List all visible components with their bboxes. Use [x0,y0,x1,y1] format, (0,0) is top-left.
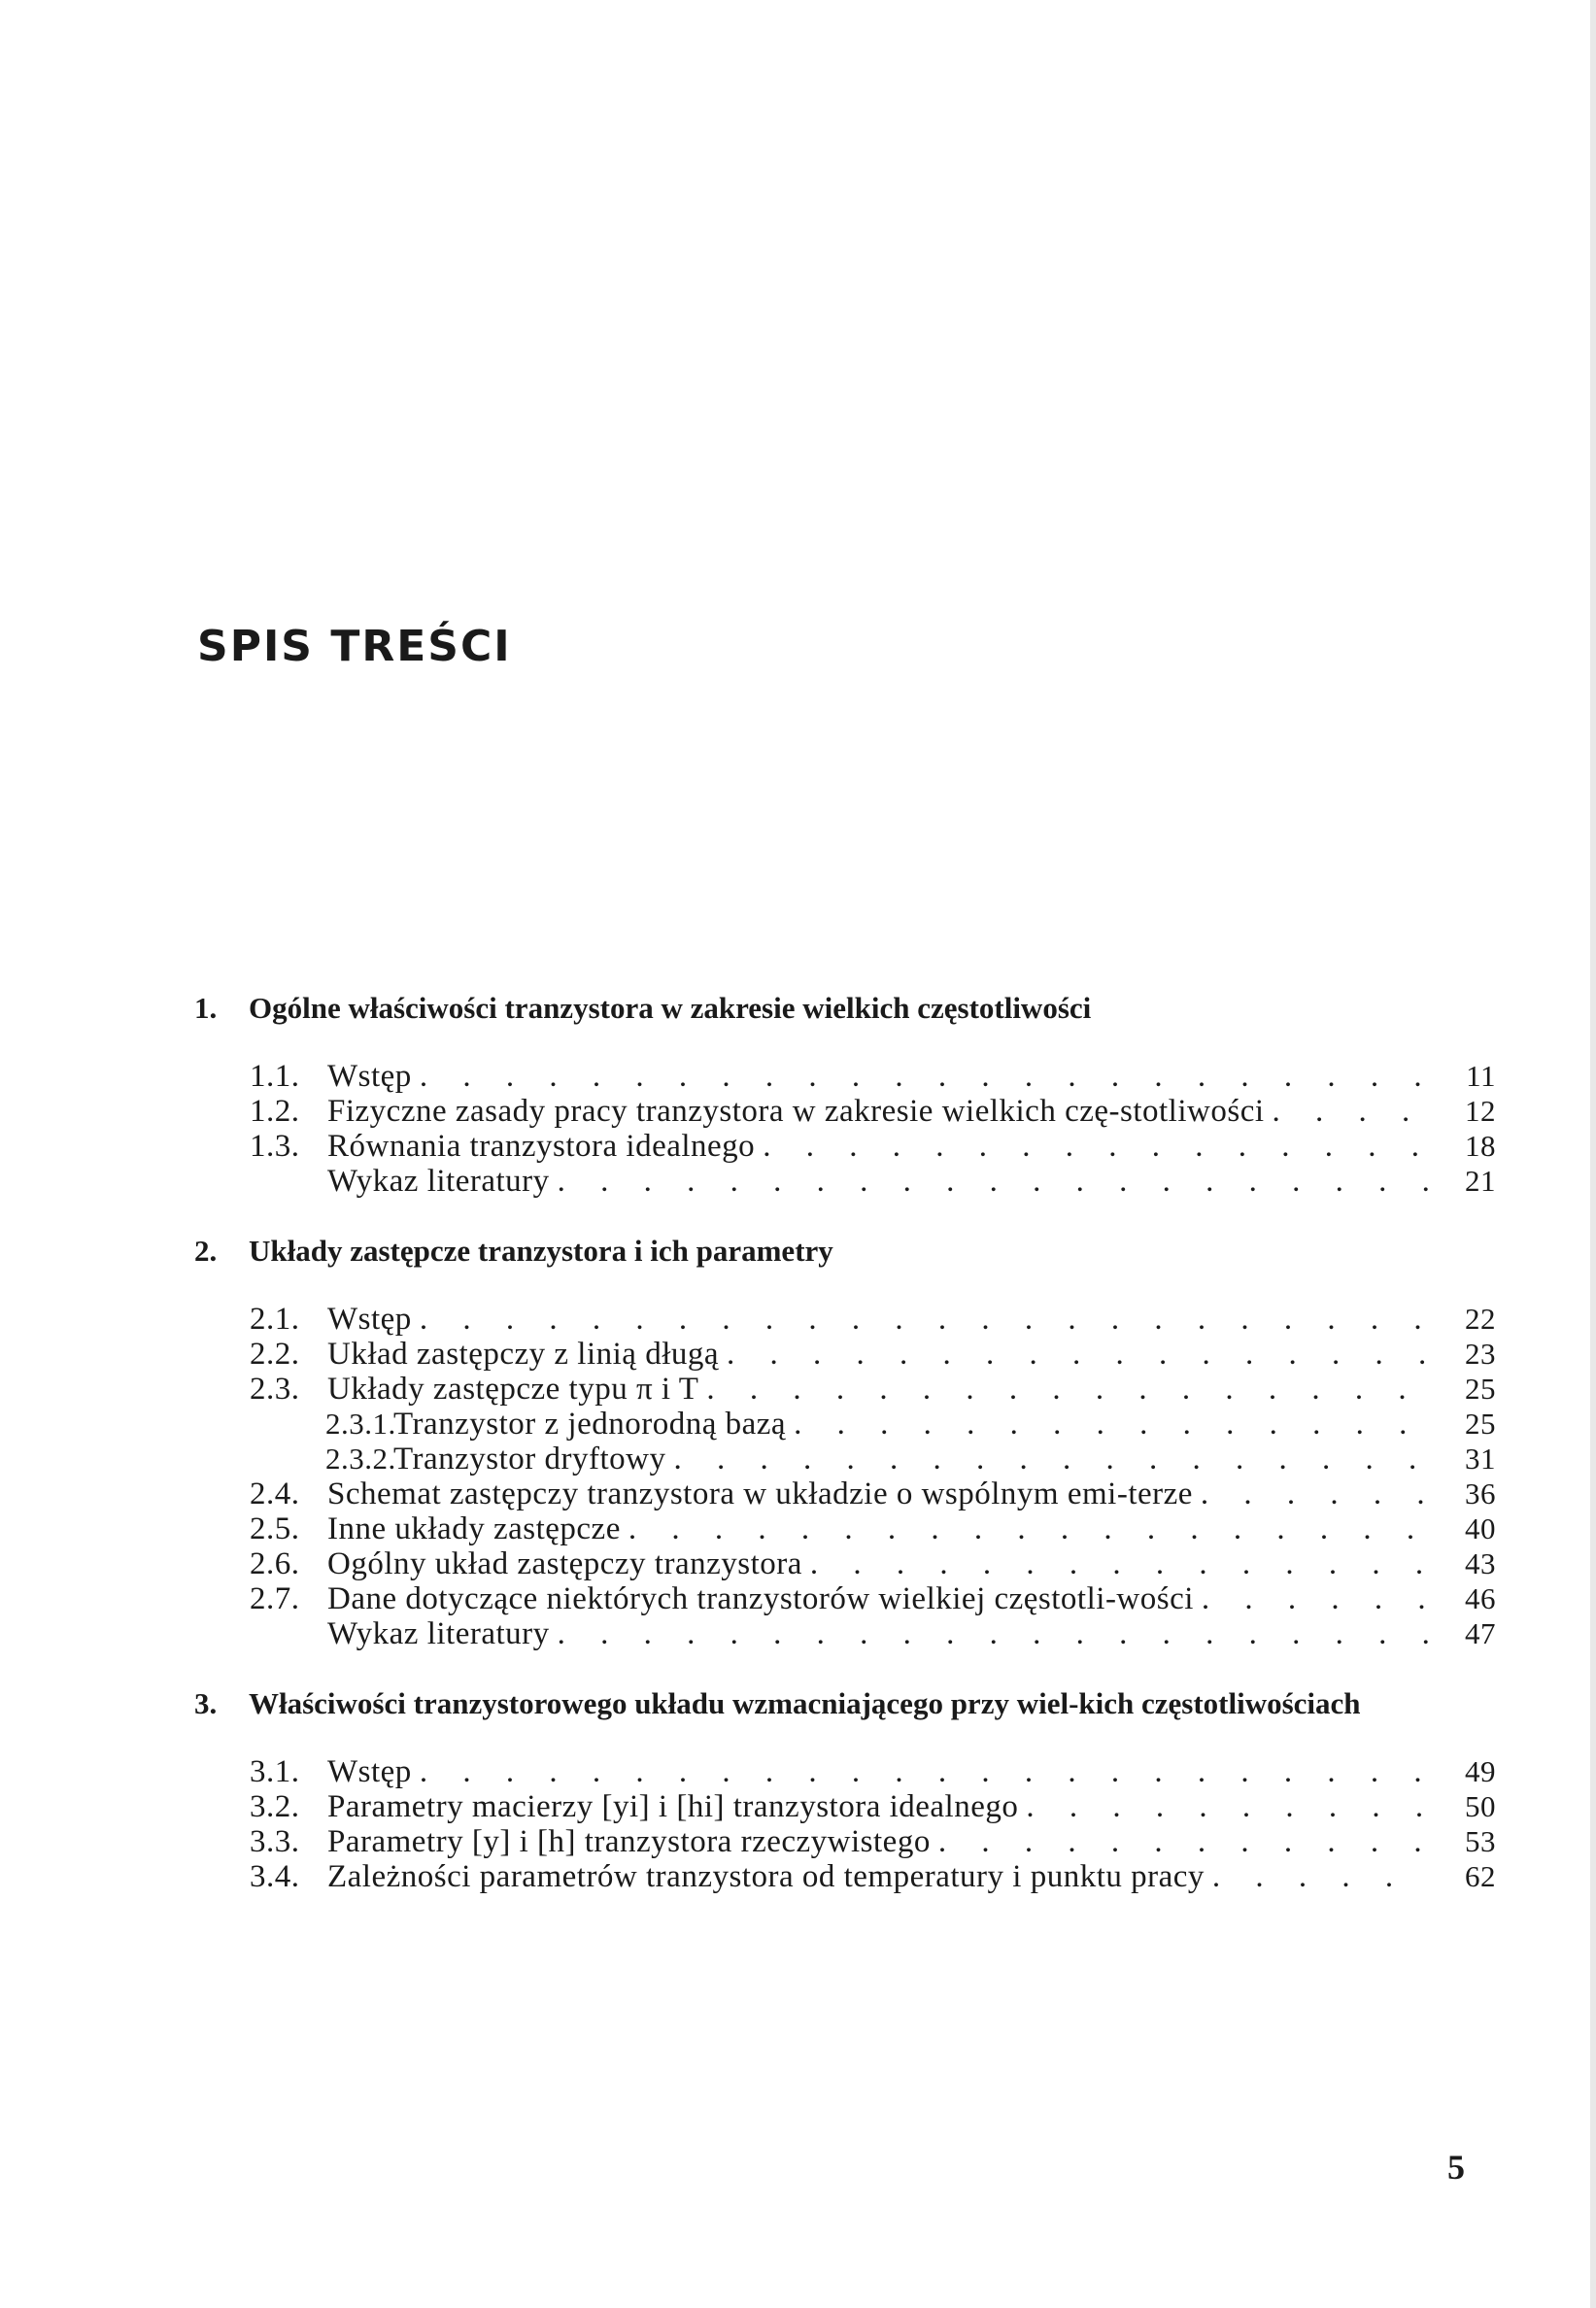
toc-entry[interactable] [194,1407,1496,1442]
chapter-heading [194,1234,1399,1269]
entry-title: Układy zastępcze typu π i T [327,1372,699,1407]
chapter-title: Układy zastępcze tranzystora i ich parametry [249,1234,833,1268]
entry-title: Parametry macierzy [yi] i [hi] tranzystora idealnego [327,1789,1019,1824]
entry-number: 2.2. [250,1337,300,1372]
entry-title: Równania tranzystora idealnego [327,1129,756,1164]
dot-leader [1018,1789,1428,1824]
toc-entry[interactable] [194,1337,1496,1372]
toc-entry[interactable] [194,1372,1496,1407]
entry-title: Wykaz literatury [327,1164,550,1199]
chapter-number: 2. [194,1234,218,1268]
entry-title: Zależności parametrów tranzystora od temperatury i punktu pracy [327,1859,1205,1894]
chapter-heading [194,1686,1399,1721]
dot-leader [931,1824,1428,1859]
entry-body [327,1129,1428,1164]
toc-entry[interactable] [194,1789,1496,1824]
entry-page-number: 22 [1465,1302,1496,1336]
entry-body [327,1859,1428,1894]
entry-body [327,1754,1428,1789]
toc-entry[interactable] [194,1129,1496,1164]
entry-number: 2.5. [250,1511,300,1546]
entry-page-number: 21 [1465,1164,1496,1198]
entry-title: Schemat zastępczy tranzystora w układzie o wspólnym emi-terze [327,1476,1193,1511]
entry-body [327,1337,1428,1372]
entry-page-number: 12 [1465,1094,1496,1128]
entry-title: Wstęp [327,1059,412,1094]
toc-entry[interactable] [194,1059,1496,1094]
entry-number: 2.3.2. [325,1442,396,1476]
toc-chapter [194,1234,1496,1651]
toc-entry[interactable] [194,1442,1496,1476]
dot-leader [719,1337,1428,1372]
entry-page-number: 46 [1465,1581,1496,1615]
entry-title: Fizyczne zasady pracy tranzystora w zakresie wielkich czę-stotliwości [327,1094,1265,1129]
entry-body [327,1302,1428,1337]
entry-number: 2.4. [250,1476,300,1511]
toc-chapter [194,1686,1496,1894]
toc-entry[interactable] [194,1581,1496,1616]
dot-leader [666,1442,1428,1476]
chapter-title: Właściwości tranzystorowego układu wzmacniającego przy wiel-kich częstotliwościach [249,1686,1361,1720]
toc-entry[interactable] [194,1476,1496,1511]
entry-number: 3.3. [250,1824,300,1859]
entry-title: Dane dotyczące niektórych tranzystorów wielkiej częstotli-wości [327,1581,1194,1616]
page-edge [1590,0,1596,2308]
dot-leader [755,1129,1428,1164]
toc-chapter [194,991,1496,1199]
entry-title: Wstęp [327,1754,412,1789]
entry-body [327,1546,1428,1581]
dot-leader [621,1511,1428,1546]
entry-title: Inne układy zastępcze [327,1511,621,1546]
toc-entry[interactable] [194,1824,1496,1859]
dot-leader [1194,1581,1428,1616]
chapter-heading [194,991,1399,1026]
entry-page-number: 25 [1465,1372,1496,1406]
entry-number: 2.7. [250,1581,300,1616]
dot-leader [412,1059,1428,1094]
entry-title: Tranzystor z jednorodną bazą [393,1407,787,1442]
entry-page-number: 47 [1465,1616,1496,1650]
entry-number: 1.3. [250,1129,300,1164]
entry-page-number: 36 [1465,1476,1496,1510]
page-number: 5 [1447,2148,1465,2187]
entry-page-number: 25 [1465,1407,1496,1441]
page-title: SPIS TREŚCI [197,622,512,671]
entry-body [327,1094,1428,1129]
entry-body [327,1372,1428,1407]
entry-title: Wykaz literatury [327,1616,550,1651]
toc-entry[interactable] [194,1859,1496,1894]
entry-number: 1.2. [250,1094,300,1129]
entry-body [327,1616,1428,1651]
toc-entry[interactable] [194,1754,1496,1789]
entry-page-number: 31 [1465,1442,1496,1476]
entry-page-number: 23 [1465,1337,1496,1371]
toc-entry[interactable] [194,1511,1496,1546]
entry-body [327,1824,1428,1859]
dot-leader [698,1372,1428,1407]
chapter-number: 3. [194,1686,218,1720]
table-of-contents [194,991,1496,1929]
entry-body [327,1476,1428,1511]
entry-number: 2.6. [250,1546,300,1581]
dot-leader [1265,1094,1428,1129]
dot-leader [550,1164,1428,1199]
entry-body [327,1164,1428,1199]
entry-body [327,1059,1428,1094]
entry-title: Tranzystor dryftowy [393,1442,666,1476]
entry-body [393,1407,1428,1442]
entry-body [327,1581,1428,1616]
entry-number: 2.3.1. [325,1407,396,1441]
entry-page-number: 43 [1465,1546,1496,1580]
entry-title: Wstęp [327,1302,412,1337]
dot-leader [412,1754,1428,1789]
entry-page-number: 62 [1465,1859,1496,1893]
dot-leader [802,1546,1428,1581]
entry-title: Parametry [y] i [h] tranzystora rzeczywistego [327,1824,931,1859]
entry-number: 3.2. [250,1789,300,1824]
toc-entry[interactable] [194,1546,1496,1581]
toc-entry[interactable] [194,1094,1496,1129]
dot-leader [412,1302,1428,1337]
entry-body [327,1789,1428,1824]
dot-leader [550,1616,1428,1651]
entry-page-number: 40 [1465,1511,1496,1545]
entry-number: 3.1. [250,1754,300,1789]
toc-entry[interactable] [194,1616,1496,1651]
entry-number: 2.3. [250,1372,300,1407]
entry-body [393,1442,1428,1476]
entry-page-number: 53 [1465,1824,1496,1858]
entry-body [327,1511,1428,1546]
chapter-number: 1. [194,991,218,1025]
entry-number: 3.4. [250,1859,300,1894]
toc-entry[interactable] [194,1302,1496,1337]
entry-page-number: 49 [1465,1754,1496,1788]
entry-page-number: 18 [1465,1129,1496,1163]
dot-leader [1205,1859,1428,1894]
dot-leader [786,1407,1428,1442]
entry-page-number: 50 [1465,1789,1496,1823]
entry-title: Ogólny układ zastępczy tranzystora [327,1546,802,1581]
entry-page-number: 11 [1466,1059,1496,1093]
entry-number: 1.1. [250,1059,300,1094]
dot-leader [1193,1476,1428,1511]
chapter-title: Ogólne właściwości tranzystora w zakresie wielkich częstotliwości [249,991,1092,1025]
toc-entry[interactable] [194,1164,1496,1199]
entry-title: Układ zastępczy z linią długą [327,1337,720,1372]
entry-number: 2.1. [250,1302,300,1337]
